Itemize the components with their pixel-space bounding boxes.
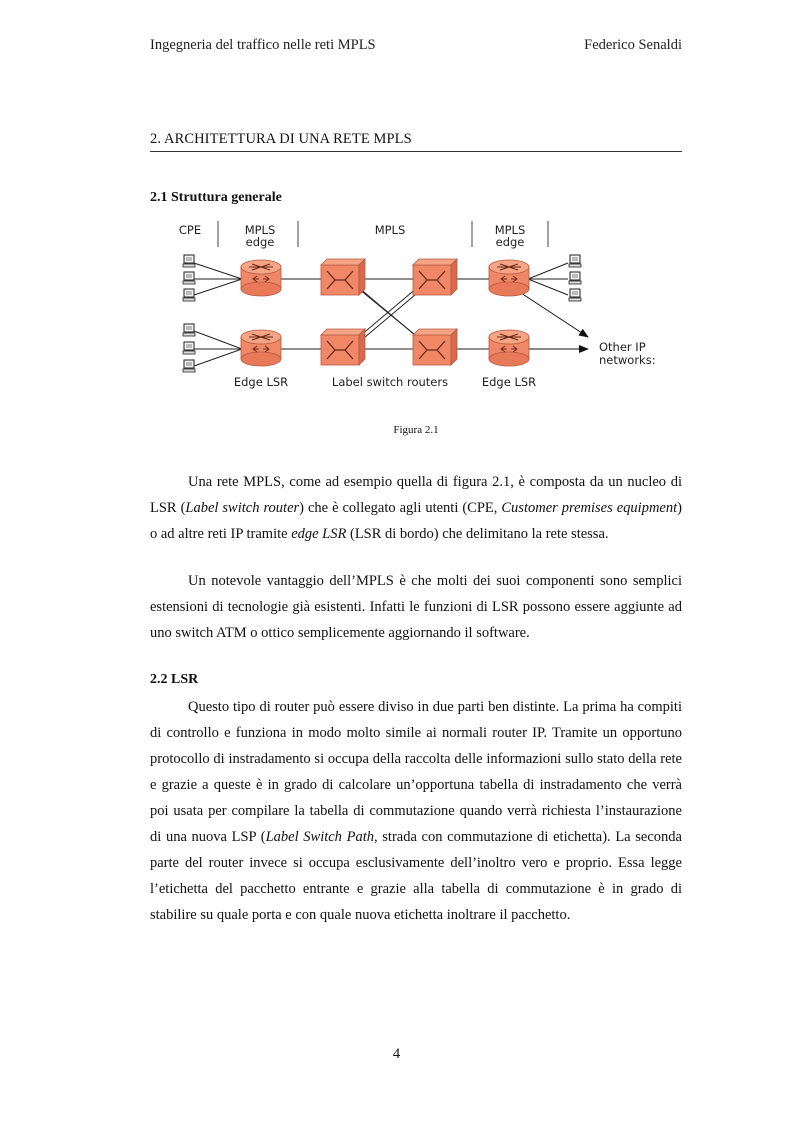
label-switch-router-icon [321, 329, 365, 365]
label-core-routers: Label switch routers [331, 375, 449, 389]
cpe-computer-icon [183, 360, 195, 372]
label-edge-lsr-left: Edge LSR [233, 375, 289, 389]
chapter-rule [150, 151, 682, 152]
edge-router-icon [489, 260, 529, 296]
zone-label-core: MPLS [374, 223, 406, 237]
label-other-networks: networks: [599, 353, 656, 367]
cpe-computer-icon [183, 272, 195, 284]
zone-label-edge-right-sub: edge [495, 235, 525, 249]
edge-router-icon [489, 330, 529, 366]
edge-router-icon [241, 260, 281, 296]
running-header-title: Ingegneria del traffico nelle reti MPLS [150, 37, 376, 53]
edge-router-icon [241, 330, 281, 366]
paragraph-lsr: Questo tipo di router può essere diviso in due parti ben distinte. La prima ha compiti di controllo e funziona in modo molto simile ai normali router IP. Tramite un opportuno protocollo di instradamento si occupa della raccolta delle informazioni sullo stato della rete e grazie a queste è in grado di calcolare un’opportuna tabella di instradamento che verrà poi usata per compilare la tabella di commutazione quando verrà richiesta l’instaurazione di una nuova LSP (Label Switch Path, strada con commutazione di etichetta). La seconda parte del router invece si occupa esclusivamente dell’inoltro vero e proprio. Essa legge l’etichetta del pacchetto entrante e grazie alla tabella di commutazione è in grado di stabilire su quale porta e con quale nuova etichetta inoltrare il pacchetto. [150, 699, 682, 923]
cpe-computer-icon [183, 289, 195, 301]
label-switch-router-icon [413, 259, 457, 295]
figure-caption: Figura 2.1 [393, 424, 439, 436]
cpe-computer-icon [569, 255, 581, 267]
cpe-computer-icon [569, 272, 581, 284]
zone-label-edge-right: MPLS [494, 223, 526, 237]
cpe-computer-icon [183, 255, 195, 267]
label-switch-router-icon [321, 259, 365, 295]
section-title-2-2: 2.2 LSR [150, 672, 199, 687]
section-title-2-1: 2.1 Struttura generale [150, 190, 282, 205]
zone-label-cpe: CPE [178, 223, 202, 237]
chapter-title: 2. ARCHITETTURA DI UNA RETE MPLS [150, 131, 412, 147]
label-other-ip: Other IP [599, 340, 646, 354]
paragraph-advantage: Un notevole vantaggio dell’MPLS è che molti dei suoi componenti sono semplici estensioni di tecnologie già esistenti. Infatti le funzioni di LSR possono essere aggiunte ad uno switch ATM o ottico semplicemente aggiornando il software. [150, 573, 682, 641]
cpe-computer-icon [569, 289, 581, 301]
mpls-network-figure [150, 215, 682, 395]
running-header-author: Federico Senaldi [584, 37, 682, 53]
label-edge-lsr-right: Edge LSR [481, 375, 537, 389]
page-number: 4 [392, 1046, 401, 1062]
zone-label-edge-left: MPLS [244, 223, 276, 237]
label-switch-router-icon [413, 329, 457, 365]
cpe-computer-icon [183, 324, 195, 336]
zone-label-edge-left-sub: edge [245, 235, 275, 249]
paragraph-intro: Una rete MPLS, come ad esempio quella di figura 2.1, è composta da un nucleo di LSR (Label switch router) che è collegato agli utenti (CPE, Customer premises equipment) o ad altre reti IP tramite edge LSR (LSR di bordo) che delimitano la rete stessa. [150, 474, 682, 542]
cpe-computer-icon [183, 342, 195, 354]
